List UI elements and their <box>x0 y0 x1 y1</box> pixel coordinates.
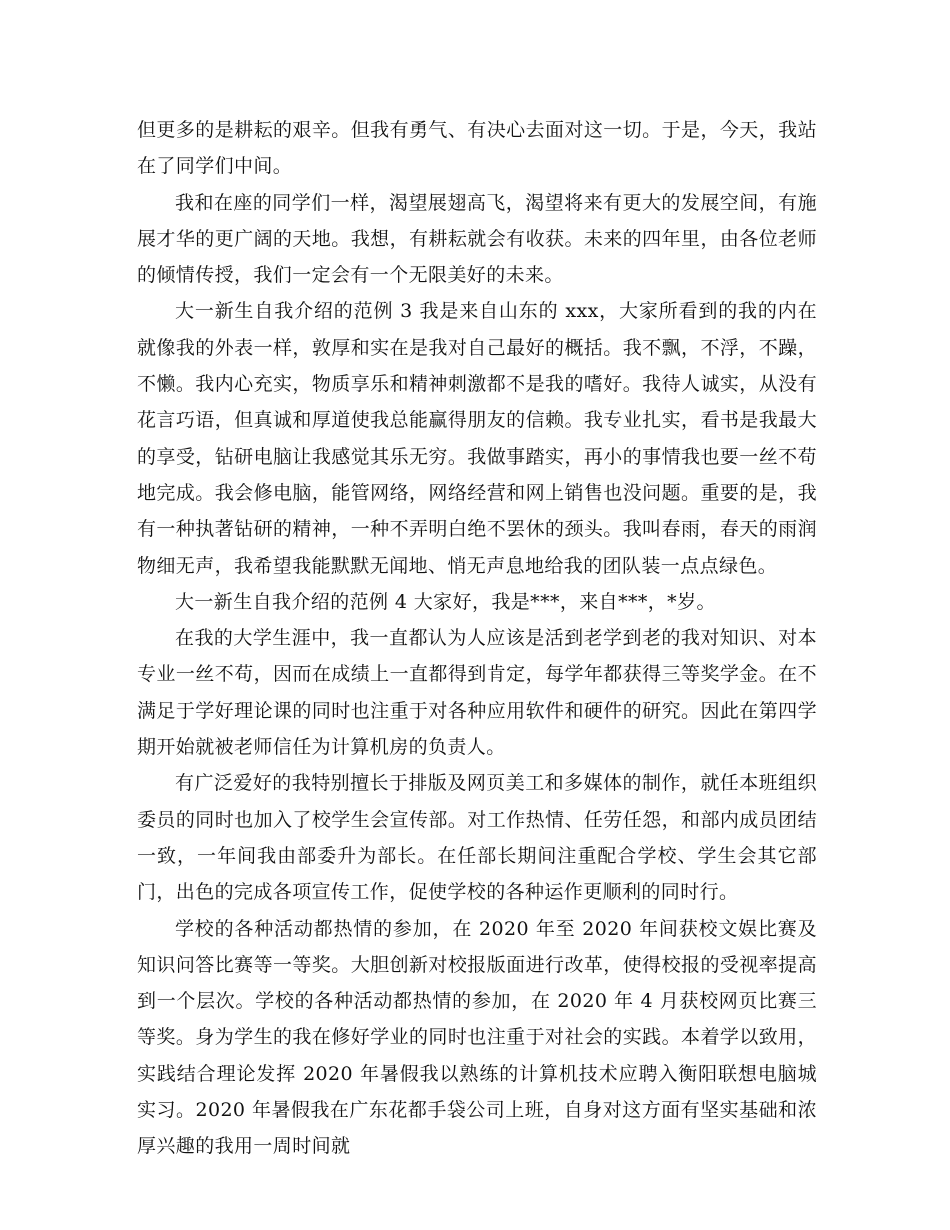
paragraph-continuation: 但更多的是耕耘的艰辛。但我有勇气、有决心去面对这一切。于是，今天，我站在了同学们中间。 <box>137 119 817 178</box>
document-body <box>137 112 817 1165</box>
paragraph-study: 在我的大学生涯中，我一直都认为人应该是活到老学到老的我对知识、对本专业一丝不苟，因而在成绩上一直都得到肯定，每学年都获得三等奖学金。在不满足于学好理论课的同时也注重于对各种应用软件和硬件的研究。因此在第四学期开始就被老师信任为计算机房的负责人。 <box>137 627 817 759</box>
paragraph-activities: 学校的各种活动都热情的参加，在 2020 年至 2020 年间获校文娱比赛及知识问答比赛等一等奖。大胆创新对校报版面进行改革，使得校报的受视率提高到一个层次。学校的各种活动都热情的参加，在 2020 年 4 月获校网页比赛三等奖。身为学生的我在修好学业的同时也注重于对社会的实践。本着学以致用，实践结合理论发挥 2020 年暑假我以熟练的计算机技术应聘入衡阳联想电脑城实习。2020 年暑假我在广东花都手袋公司上班，自身对这方面有坚实基础和浓厚兴趣的我用一周时间就 <box>137 917 817 1158</box>
paragraph-aspiration: 我和在座的同学们一样，渴望展翅高飞，渴望将来有更大的发展空间，有施展才华的更广阔的天地。我想，有耕耘就会有收获。未来的四年里，由各位老师的倾情传授，我们一定会有一个无限美好的未来。 <box>137 191 817 287</box>
paragraph-hobbies: 有广泛爱好的我特别擅长于排版及网页美工和多媒体的制作，就任本班组织委员的同时也加入了校学生会宣传部。对工作热情、任劳任怨，和部内成员团结一致，一年间我由部委升为部长。在任部长期间注重配合学校、学生会其它部门，出色的完成各项宣传工作，促使学校的各种运作更顺利的同时行。 <box>137 772 817 904</box>
paragraph-example-4-intro: 大一新生自我介绍的范例 4 大家好，我是***，来自***，*岁。 <box>175 590 716 613</box>
paragraph-example-3: 大一新生自我介绍的范例 3 我是来自山东的 xxx，大家所看到的我的内在就像我的外表一样，敦厚和实在是我对自己最好的概括。我不飘，不浮，不躁，不懒。我内心充实，物质享乐和精神刺激都不是我的嗜好。我待人诚实，从没有花言巧语，但真诚和厚道使我总能赢得朋友的信赖。我专业扎实，看书是我最大的享受，钻研电脑让我感觉其乐无穷。我做事踏实，再小的事情我也要一丝不苟地完成。我会修电脑，能管网络，网络经营和网上销售也没问题。重要的是，我有一种执著钻研的精神，一种不弄明白绝不罢休的颈头。我叫春雨，春天的雨润物细无声，我希望我能默默无闻地、悄无声息地给我的团队装一点点绿色。 <box>137 300 817 577</box>
